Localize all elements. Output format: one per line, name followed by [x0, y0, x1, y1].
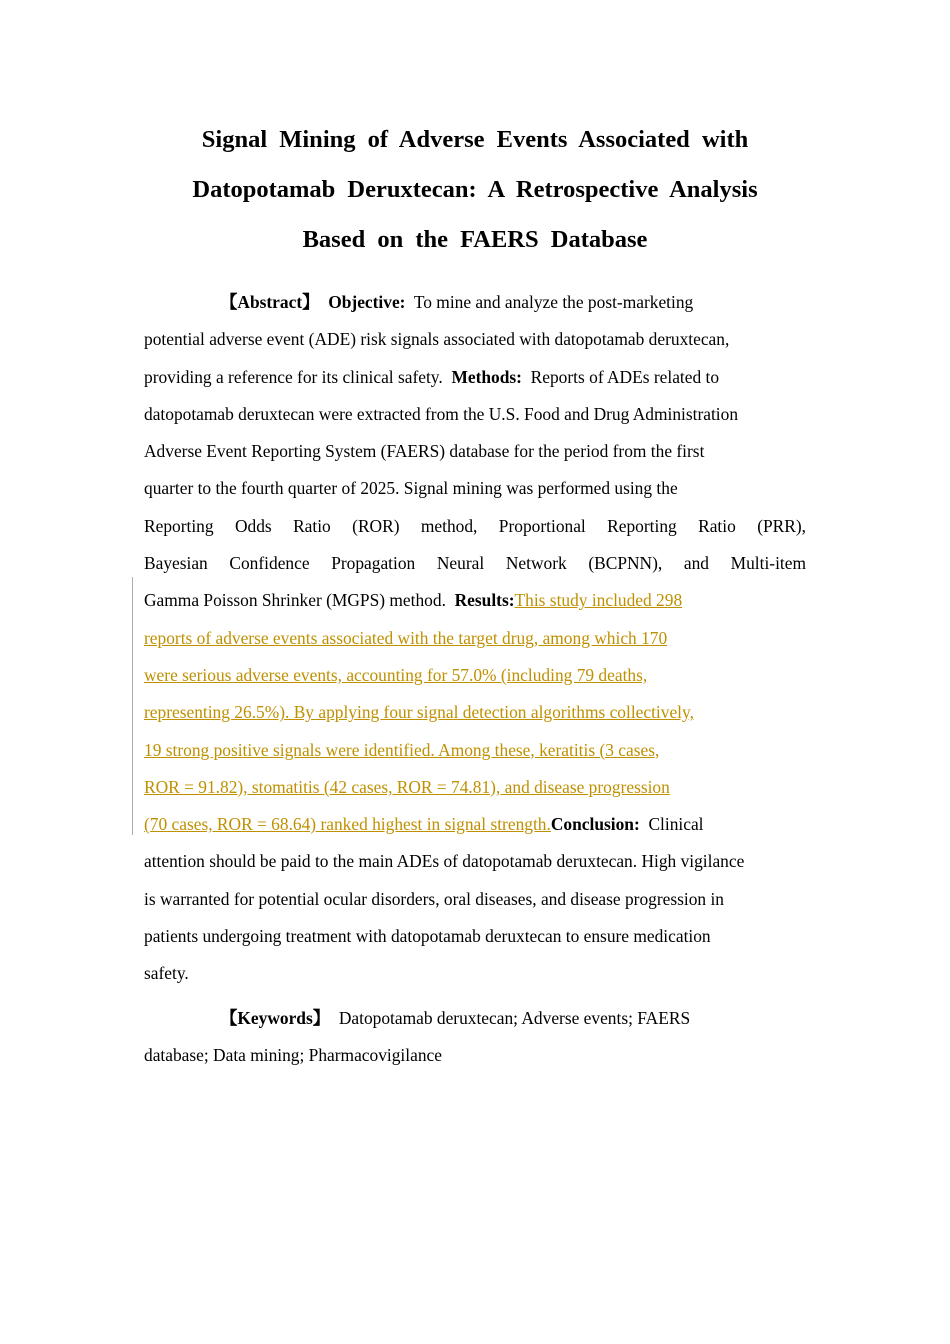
abstract-line-3: [144, 359, 806, 396]
revision-change-bar: [132, 577, 133, 835]
abstract-line-15: [144, 806, 806, 843]
conclusion-label: Conclusion:: [550, 814, 640, 835]
revised-text: 19 strong positive signals were identified. Among these, keratitis (3 cases,: [144, 739, 660, 760]
abstract-label: 【Abstract】: [220, 292, 320, 312]
abstract-line-7: Reporting Odds Ratio (ROR) method, Proportional Reporting Ratio (PRR),: [144, 515, 806, 536]
keywords-text: Datopotamab deruxtecan; Adverse events; FAERS: [338, 1008, 691, 1028]
abstract-text: To mine and analyze the post-marketing: [413, 292, 694, 312]
abstract-line-9: [144, 582, 806, 619]
abstract-line-4: datopotamab deruxtecan were extracted from the U.S. Food and Drug Administration: [144, 403, 739, 424]
abstract-line-10: [144, 620, 806, 657]
abstract-line-12: [144, 694, 806, 731]
revised-text: This study included 298: [514, 590, 683, 611]
abstract-line-14: [144, 769, 806, 806]
revised-text: ROR = 91.82), stomatitis (42 cases, ROR = 74.81), and disease progression: [144, 776, 670, 797]
abstract-text: Gamma Poisson Shrinker (MGPS) method.: [144, 590, 446, 611]
abstract-line-8: Bayesian Confidence Propagation Neural Network (BCPNN), and Multi-item: [144, 553, 806, 574]
abstract-line-5: Adverse Event Reporting System (FAERS) database for the period from the first: [144, 441, 705, 462]
abstract-text: providing a reference for its clinical safety.: [144, 366, 443, 387]
title-line-1: Signal Mining of Adverse Events Associated with: [201, 126, 749, 153]
keywords-label: 【Keywords】: [220, 1008, 331, 1028]
abstract-line-6: quarter to the fourth quarter of 2025. Signal mining was performed using the: [144, 478, 678, 499]
revised-text: reports of adverse events associated with the target drug, among which 170: [144, 627, 668, 648]
paper-title: [144, 120, 806, 270]
abstract-line-2: potential adverse event (ADE) risk signals associated with datopotamab deruxtecan,: [144, 329, 730, 350]
revised-text: were serious adverse events, accounting for 57.0% (including 79 deaths,: [144, 664, 648, 685]
abstract-line-11: [144, 657, 806, 694]
methods-label: Methods:: [451, 366, 522, 387]
keywords-section: [144, 1000, 806, 1075]
title-line-3: Based on the FAERS Database: [302, 226, 648, 253]
revised-text: (70 cases, ROR = 68.64) ranked highest in signal strength.: [144, 814, 551, 835]
abstract-line-19: safety.: [144, 963, 189, 984]
abstract-line-1: [144, 284, 806, 321]
abstract-line-13: [144, 732, 806, 769]
abstract-line-18: patients undergoing treatment with datopotamab deruxtecan to ensure medication: [144, 926, 711, 947]
revised-text: representing 26.5%). By applying four signal detection algorithms collectively,: [144, 702, 694, 723]
abstract-text: Clinical: [648, 814, 704, 835]
results-label: Results:: [454, 590, 515, 611]
abstract-line-16: attention should be paid to the main ADEs of datopotamab deruxtecan. High vigilance: [144, 851, 745, 872]
abstract-section: [144, 284, 806, 993]
keywords-line-2: database; Data mining; Pharmacovigilance: [144, 1045, 442, 1066]
title-line-2: Datopotamab Deruxtecan: A Retrospective Analysis: [192, 176, 758, 203]
abstract-line-17: is warranted for potential ocular disorders, oral diseases, and disease progression in: [144, 888, 724, 909]
objective-label: Objective:: [328, 292, 406, 312]
abstract-text: Reports of ADEs related to: [530, 366, 720, 387]
keywords-line-1: [144, 1000, 806, 1037]
